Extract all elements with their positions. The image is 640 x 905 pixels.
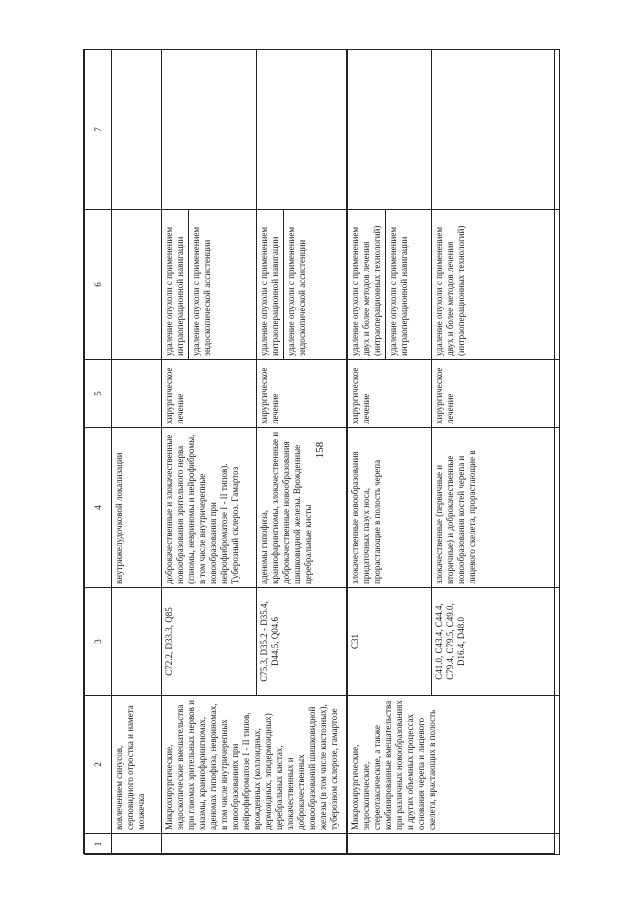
page-number: 158 bbox=[314, 441, 326, 459]
cell-intervention: вовлечением синусов, серповидного отростка и намета мозжечка bbox=[112, 696, 162, 834]
cell-icd-codes bbox=[112, 588, 162, 696]
cell-method bbox=[347, 210, 432, 360]
cell-extra bbox=[432, 50, 560, 210]
cell-treatment-type bbox=[112, 360, 162, 428]
cell-method bbox=[432, 210, 560, 360]
cell-treatment-type: хирургическое лечение bbox=[162, 360, 257, 428]
cell-diagnosis: внутрижелудочковой локализации bbox=[112, 428, 162, 588]
header-col-7: 7 bbox=[85, 50, 112, 210]
header-col-6: 6 bbox=[85, 210, 112, 360]
cell-icd-codes: C72.2, D33.3, Q85 bbox=[162, 588, 257, 696]
header-col-4: 4 bbox=[85, 428, 112, 588]
header-col-3: 3 bbox=[85, 588, 112, 696]
method-item: удаление опухоли с применением двух и более методов лечения (интраоперационных технологий) bbox=[434, 225, 466, 356]
cell-method bbox=[162, 210, 257, 360]
cell-extra bbox=[257, 50, 347, 210]
cell-method bbox=[112, 210, 162, 360]
cell-number bbox=[162, 834, 347, 855]
document-table-frame bbox=[83, 49, 555, 854]
header-col-5: 5 bbox=[85, 360, 112, 428]
method-item: удаление опухоли с применением эндоскопической ассистенции bbox=[283, 210, 310, 359]
cell-treatment-type: хирургическое лечение bbox=[257, 360, 347, 428]
cell-icd-codes: C75.3, D35.2 - D35.4, D44.5, Q04.6 bbox=[257, 588, 347, 696]
header-col-1: 1 bbox=[85, 834, 112, 855]
table-row bbox=[112, 50, 162, 855]
method-item: удаление опухоли с применением интраоперационной навигации bbox=[385, 210, 412, 359]
rotated-table-container bbox=[84, 50, 556, 855]
method-item: удаление опухоли с применением интраоперационной навигации bbox=[259, 226, 280, 356]
cell-treatment-type: хирургическое лечение bbox=[432, 360, 560, 428]
medical-procedures-table bbox=[84, 49, 560, 855]
cell-diagnosis: злокачественные новообразования придаточных пазух носа, прорастающие в полость черепа bbox=[347, 428, 432, 588]
cell-intervention: Микрохирургические, эндоскопические, стереотаксические, а также комбинированные вмешательства при различных новообразованиях и других объемных процессах основания черепа и лицевого скелета, врастающих в полость bbox=[347, 696, 560, 834]
cell-diagnosis: доброкачественные и злокачественные новообразования зрительного нерва (глиомы, невриномы и нейрофибромы, в том числе внутричерепные новообразования при нейрофиброматозе I - II типов). Туберозный склероз. Гамартоз bbox=[162, 428, 257, 588]
table-row bbox=[347, 50, 432, 855]
table-row bbox=[162, 50, 257, 855]
cell-diagnosis: злокачественные (первичные и вторичные) и доброкачественные новообразования костей черепа и лицевого скелета, прорастающие в bbox=[432, 428, 560, 588]
method-item: удаление опухоли с применением интраоперационной навигации bbox=[164, 226, 185, 356]
cell-extra bbox=[112, 50, 162, 210]
header-col-2: 2 bbox=[85, 696, 112, 834]
cell-number bbox=[112, 834, 162, 855]
cell-extra bbox=[347, 50, 432, 210]
cell-icd-codes: C31 bbox=[347, 588, 432, 696]
method-item: удаление опухоли с применением эндоскопической ассистенции bbox=[188, 210, 215, 359]
header-row bbox=[85, 50, 112, 855]
cell-diagnosis: аденомы гипофиза, краниофарингиомы, злокачественные и доброкачественные новообразования шишковидной железы. Врожденные церебральные кисты bbox=[257, 428, 347, 588]
cell-intervention: Микрохирургические, эндоскопические вмешательства при глиомах зрительных нервов и хиазмы, краниофарингиомах, аденомах гипофиза, невриномах, в том числе внутричерепных новообразованиях при нейрофиброматозе I - II типов, врожденных (коллоидных, дермоидных, эпидермоидных) церебральных кистах, злокачественных и доброкачественных новообразований шишковидной железы (в том числе кистозных), туберозном склерозе, гамартозе bbox=[162, 696, 347, 834]
cell-method bbox=[257, 210, 347, 360]
cell-icd-codes: C41.0, C43.4, C44.4, C79.4, C79.5, C49.0, D16.4, D48.0 bbox=[432, 588, 560, 696]
method-item: удаление опухоли с применением двух и более методов лечения (интраоперационных технологий) bbox=[349, 225, 382, 356]
cell-treatment-type: хирургическое лечение bbox=[347, 360, 432, 428]
cell-number bbox=[347, 834, 560, 855]
cell-extra bbox=[162, 50, 257, 210]
